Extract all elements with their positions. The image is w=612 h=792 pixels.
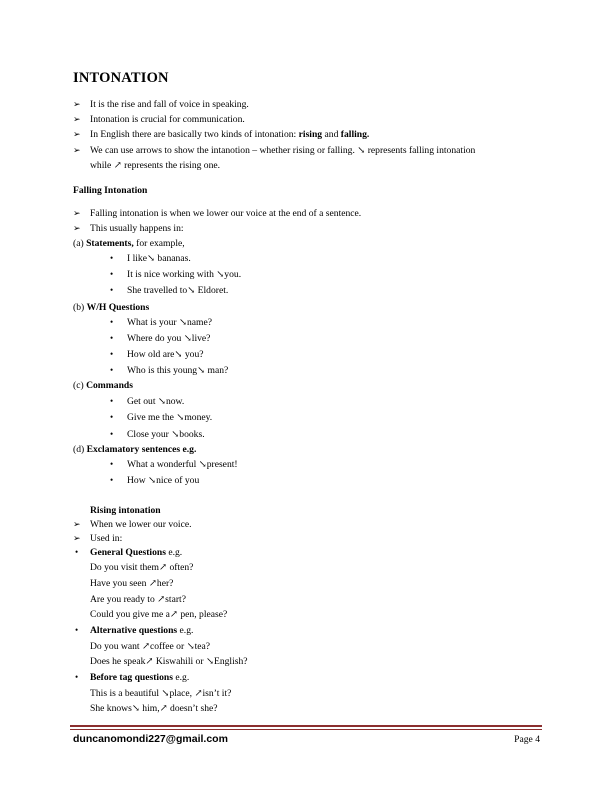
arrow-bullet-icon: ➢ <box>73 145 81 155</box>
rising-word: rising <box>298 129 323 140</box>
intro-line-3-text: In English there are basically two kinds of intonation: <box>90 129 297 140</box>
falling-point-2: This usually happens in: <box>90 223 184 234</box>
group-title <box>90 672 189 684</box>
section-title: Commands <box>86 380 133 391</box>
section-suffix: for example, <box>133 238 185 249</box>
group-title <box>90 625 193 637</box>
list-item: How old are↘ you? <box>127 349 204 360</box>
page-number: Page 4 <box>514 734 540 745</box>
group-title <box>90 547 182 559</box>
page-title: INTONATION <box>73 70 169 86</box>
group-suffix: e.g. <box>172 672 190 683</box>
bullet-dot-icon: • <box>110 269 114 279</box>
falling-point-1: Falling intonation is when we lower our voice at the end of a sentence. <box>90 208 362 219</box>
intro-line-5: while ↗ represents the rising one. <box>90 160 221 171</box>
example-line: Could you give me a↗ pen, please? <box>90 609 228 620</box>
list-item: Where do you ↘live? <box>127 333 211 344</box>
bullet-dot-icon: • <box>110 285 114 295</box>
example-line: This is a beautiful ↘place, ↗isn’t it? <box>90 688 232 699</box>
section-a-header <box>73 238 185 250</box>
list-item: Get out ↘now. <box>127 396 185 407</box>
list-item: Close your ↘books. <box>127 429 205 440</box>
falling-heading: Falling Intonation <box>73 185 148 196</box>
bullet-dot-icon: • <box>110 317 114 327</box>
intro-line-2: Intonation is crucial for communication. <box>90 114 245 125</box>
example-line: Do you want ↗coffee or ↘tea? <box>90 641 211 652</box>
section-title: Exclamatory sentences e.g. <box>86 444 197 455</box>
list-item: It is nice working with ↘you. <box>127 269 242 280</box>
bullet-dot-icon: • <box>110 333 114 343</box>
example-line: Does he speak↗ Kiswahili or ↘English? <box>90 656 248 667</box>
bullet-dot-icon: • <box>110 475 114 485</box>
example-line: Have you seen ↗her? <box>90 578 174 589</box>
arrow-bullet-icon: ➢ <box>73 223 81 233</box>
section-label: (a) <box>73 238 84 249</box>
intro-line-4: We can use arrows to show the intanotion – whether rising or falling. ↘ represents falling intonation <box>90 145 476 156</box>
arrow-bullet-icon: ➢ <box>73 208 81 218</box>
arrow-bullet-icon: ➢ <box>73 533 81 543</box>
bullet-dot-icon: • <box>110 429 114 439</box>
rising-point-1: When we lower our voice. <box>90 519 192 530</box>
footer-divider-thin <box>70 729 542 730</box>
list-item: What a wonderful ↘present! <box>127 459 238 470</box>
example-line: Are you ready to ↗start? <box>90 594 186 605</box>
bullet-dot-icon: • <box>110 365 114 375</box>
group-suffix: e.g. <box>177 625 194 636</box>
group-suffix: e.g. <box>165 547 183 558</box>
bullet-dot-icon: • <box>75 672 79 682</box>
arrow-bullet-icon: ➢ <box>73 519 81 529</box>
section-label: (b) <box>73 302 85 313</box>
group-title-bold: Before tag questions <box>90 672 173 683</box>
bullet-dot-icon: • <box>75 547 79 557</box>
bullet-dot-icon: • <box>110 396 114 406</box>
section-title: W/H Questions <box>86 302 150 313</box>
list-item: How ↘nice of you <box>127 475 200 486</box>
arrow-bullet-icon: ➢ <box>73 114 81 124</box>
section-label: (d) <box>73 444 85 455</box>
list-item: Give me the ↘money. <box>127 412 213 423</box>
arrow-bullet-icon: ➢ <box>73 99 81 109</box>
list-item: Who is this young↘ man? <box>127 365 229 376</box>
section-c-header <box>73 380 133 392</box>
example-line: She knows↘ him,↗ doesn’t she? <box>90 703 218 714</box>
footer-email: duncanomondi227@gmail.com <box>73 733 228 745</box>
rising-heading: Rising intonation <box>90 505 161 516</box>
footer-divider <box>70 725 542 727</box>
bullet-dot-icon: • <box>75 625 79 635</box>
rising-point-2: Used in: <box>90 533 123 544</box>
example-line: Do you visit them↗ often? <box>90 562 194 573</box>
falling-word: falling. <box>340 129 370 140</box>
list-item: I like↘ bananas. <box>127 253 191 264</box>
list-item: What is your ↘name? <box>127 317 213 328</box>
intro-line-1: It is the rise and fall of voice in speaking. <box>90 99 249 110</box>
group-title-bold: Alternative questions <box>90 625 178 636</box>
section-b-header <box>73 302 149 314</box>
bullet-dot-icon: • <box>110 412 114 422</box>
bullet-dot-icon: • <box>110 349 114 359</box>
list-item: She travelled to↘ Eldoret. <box>127 285 229 296</box>
section-d-header <box>73 444 196 456</box>
section-title: Statements, <box>86 238 134 249</box>
bullet-dot-icon: • <box>110 253 114 263</box>
section-label: (c) <box>73 380 84 391</box>
arrow-bullet-icon: ➢ <box>73 129 81 139</box>
and-word: and <box>324 129 339 140</box>
bullet-dot-icon: • <box>110 459 114 469</box>
group-title-bold: General Questions <box>90 547 166 558</box>
intro-line-3 <box>90 129 369 141</box>
